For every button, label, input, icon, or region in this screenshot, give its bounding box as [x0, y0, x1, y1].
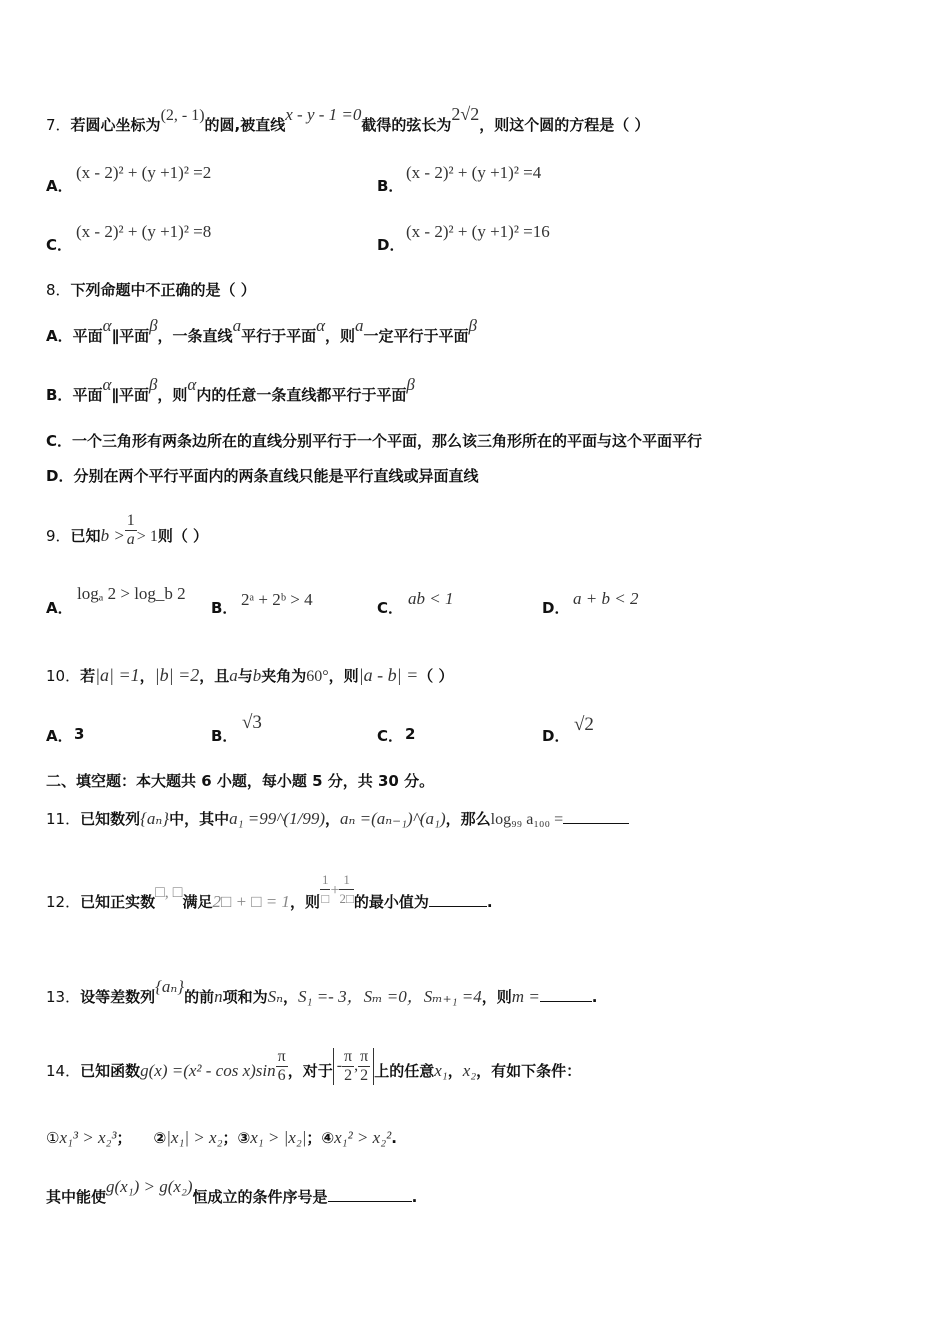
q12-fraction-2 [339, 871, 353, 908]
q7-text-4: ，则这个圆的方程是（ ） [479, 116, 650, 134]
q14-interval-left: $\frac{\pi}{2}$ [344, 1048, 353, 1084]
q14-text-1: 已知函数 [80, 1062, 141, 1080]
q13-text-5: ，则 [481, 988, 512, 1006]
q8-stem: 下列命题中不正确的是（ ） [70, 281, 256, 299]
q12-f1-den: □ [321, 891, 330, 906]
q11-text-2: 中，其中 [169, 810, 230, 828]
q7-option-d-label: D． [377, 236, 405, 254]
q7-text-3: 截得的弦长为 [361, 116, 452, 134]
q9-text-1: 已知 [70, 527, 101, 545]
question-10 [46, 665, 453, 687]
q13-text-1: 设等差数列 [80, 988, 156, 1006]
q14-function: g(x) =(x² - cos x)sin [140, 1061, 276, 1080]
q14-pi-den: 6 [277, 1067, 286, 1084]
q8-a-p4: 平行于平面 [241, 327, 317, 345]
q13-number: 13． [46, 988, 81, 1006]
question-12 [46, 872, 493, 913]
q14-cond-4: x₁² > x₂² [334, 1128, 392, 1147]
q14-x1: x₁ [434, 1061, 448, 1080]
q10-option-a-label: A． [46, 727, 73, 745]
q12-text-2: 满足 [182, 893, 213, 911]
q10-option-a: 3 [74, 725, 85, 743]
q8-a-a: a [232, 316, 242, 335]
q7-option-d: (x - 2)² + (y +1)² =16 [406, 222, 550, 241]
q11-text-3: ，那么 [445, 810, 491, 828]
q10-text-2: ，且 [199, 667, 230, 685]
q7-option-b-label: B． [377, 177, 404, 195]
q14-comma: ， [447, 1062, 463, 1080]
q14-cond-2-marker: ② [153, 1129, 167, 1147]
q7-line-eq: x - y - 1 =0 [285, 105, 362, 124]
q10-b: b [252, 666, 262, 685]
q14-answer-blank[interactable] [328, 1187, 412, 1202]
q10-option-c-label: C． [377, 727, 404, 745]
q9-frac-num: 1 [126, 512, 135, 529]
q10-text-3: 与 [237, 667, 253, 685]
question-13 [46, 977, 598, 1007]
q8-b-beta: β [148, 375, 158, 394]
q14-text-4: ，有如下条件： [476, 1062, 582, 1080]
question-11 [46, 809, 629, 830]
q13-text-2: 的前 [184, 988, 215, 1006]
q14-pi-over-6 [276, 1048, 288, 1085]
q8-a-beta2: β [468, 316, 478, 335]
q8-option-d: D．分别在两个平行平面内的两条直线只能是平行直线或异面直线 [46, 467, 479, 485]
q8-option-b [46, 375, 415, 405]
q9-option-b: 2ᵃ + 2ᵇ > 4 [241, 590, 313, 609]
q10-option-d-label: D． [542, 727, 570, 745]
q11-answer-blank[interactable] [563, 809, 629, 824]
q14-last-text-2: 恒成立的条件序号是 [192, 1188, 328, 1206]
q10-number: 10． [46, 667, 81, 685]
q8-b-p3: ，则 [157, 386, 188, 404]
q7-text-1: 若圆心坐标为 [70, 116, 161, 134]
q8-b-beta2: β [406, 375, 415, 394]
q14-cond-3: x₁ > |x₂| [250, 1128, 307, 1147]
q9-option-a-label: A． [46, 599, 73, 617]
q14-interval: - $\frac{\pi}{2}$ , $\frac{\pi}{2}$ [333, 1048, 374, 1085]
q11-an: aₙ =(aₙ₋₁)^(a₁) [340, 809, 446, 828]
q13-n: n [214, 987, 223, 1006]
q14-cond-1-marker: ① [46, 1129, 60, 1147]
q9-option-d: a + b < 2 [573, 589, 639, 608]
q7-number: 7． [46, 116, 71, 134]
q8-b-p2: ∥平面 [111, 386, 149, 404]
q8-b-p4: 内的任意一条直线都平行于平面 [196, 386, 407, 404]
q7-chord: 2√2 [451, 104, 480, 124]
q13-sm: Sₘ =0， [363, 987, 424, 1006]
q14-conditions [46, 1128, 397, 1148]
q7-option-a-label: A． [46, 177, 73, 195]
q14-sep-1: ； [116, 1129, 132, 1147]
q12-f1-num: 1 [320, 871, 331, 890]
q9-option-c-label: C． [377, 599, 404, 617]
q9-number: 9． [46, 527, 71, 545]
q14-x2: x₂ [462, 1061, 477, 1080]
q9-option-d-label: D． [542, 599, 570, 617]
q12-period: . [486, 893, 493, 911]
q14-last-expr: g(x₁) > g(x₂) [106, 1177, 193, 1196]
q10-text-5: ，则 [328, 667, 359, 685]
q8-a-p6: 一定平行于平面 [363, 327, 469, 345]
q7-text-2: 的圆,被直线 [204, 116, 286, 134]
q13-text-3: 项和为 [222, 988, 268, 1006]
q8-a-label: A． [46, 327, 73, 345]
q14-sep-4: . [391, 1129, 397, 1147]
q14-cond-1: x₁³ > x₂³ [59, 1128, 117, 1147]
q13-text-4: ， [283, 988, 299, 1006]
q9-lhs: b > [100, 526, 125, 545]
q10-option-c: 2 [405, 725, 416, 743]
q8-b-label: B． [46, 386, 73, 404]
q10-option-b: √3 [242, 712, 262, 733]
q12-vars: □, □ [155, 884, 183, 901]
q10-text-6: （ ） [418, 667, 454, 685]
q13-m: m = [511, 987, 540, 1006]
q8-b-alpha2: α [187, 375, 197, 394]
q14-interval-minus: - [336, 1057, 343, 1075]
q10-a: a [229, 666, 238, 685]
q14-last-text-1: 其中能使 [46, 1188, 107, 1206]
q14-sep-3: ；④ [306, 1129, 335, 1147]
q11-number: 11． [46, 810, 81, 828]
q12-f2-den: 2□ [339, 891, 354, 906]
q10-text-4: 夹角为 [261, 667, 307, 685]
q8-option-c: C．一个三角形有两条边所在的直线分别平行于一个平面，那么该三角形所在的平面与这个平面平行 [46, 432, 703, 450]
q13-period: . [591, 988, 598, 1006]
q8-b-p1: 平面 [72, 386, 103, 404]
q9-frac-den: a [126, 531, 135, 548]
q9-option-a: logₐ 2 > log_b 2 [77, 584, 186, 603]
q9-rhs: > 1 [136, 528, 158, 545]
q10-comma: ， [139, 667, 155, 685]
q8-b-alpha: α [102, 375, 112, 394]
q8-a-alpha: α [102, 316, 112, 335]
question-8 [46, 280, 256, 300]
q14-period: . [411, 1188, 418, 1206]
q14-text-2: ，对于 [287, 1062, 333, 1080]
q10-text-1: 若 [80, 667, 96, 685]
q14-sep-2: ；③ [222, 1129, 251, 1147]
q8-a-beta: β [149, 316, 158, 335]
q8-option-a [46, 316, 478, 346]
q8-a-p1: 平面 [72, 327, 103, 345]
q8-a-p3: ，一条直线 [157, 327, 233, 345]
q12-plus: + [330, 882, 340, 899]
q12-answer-blank[interactable] [429, 892, 487, 907]
q10-angle: 60° [306, 668, 329, 685]
q11-a1: a₁ =99^(1/99) [229, 809, 325, 828]
q13-sequence: {aₙ} [155, 977, 185, 996]
q7-option-b: (x - 2)² + (y +1)² =4 [406, 163, 542, 182]
q14-text-3: 上的任意 [374, 1062, 435, 1080]
q14-cond-2: |x₁| > x₂ [166, 1128, 223, 1147]
q9-text-2: 则（ ） [157, 527, 209, 545]
q12-text-4: 的最小值为 [353, 893, 429, 911]
q14-pi-num: π [277, 1048, 286, 1065]
question-14 [46, 1048, 582, 1085]
q11-comma: ， [324, 810, 340, 828]
q11-text-1: 已知数列 [80, 810, 141, 828]
q8-a-p5: ，则 [325, 327, 356, 345]
q10-option-d: √2 [574, 714, 594, 735]
q12-text-1: 已知正实数 [80, 893, 156, 911]
question-9 [46, 512, 209, 549]
q7-center: (2, - 1) [160, 107, 205, 124]
q7-option-c: (x - 2)² + (y +1)² =8 [76, 222, 212, 241]
q11-sequence: {aₙ} [140, 809, 170, 828]
q9-option-c: ab < 1 [408, 589, 454, 608]
q13-s1: S₁ =- 3， [298, 987, 364, 1006]
q8-a-a2: a [355, 316, 364, 335]
q10-expr-3: |a - b| = [358, 665, 419, 685]
q9-fraction [125, 512, 137, 549]
q14-final-line [46, 1177, 418, 1207]
q7-option-c-label: C． [46, 236, 73, 254]
q8-a-alpha2: α [316, 316, 326, 335]
q7-option-a: (x - 2)² + (y +1)² =2 [76, 163, 212, 182]
q10-expr-2: |b| =2 [154, 665, 200, 685]
q12-text-3: ，则 [289, 893, 320, 911]
q13-answer-blank[interactable] [540, 987, 592, 1002]
q14-interval-right: $\frac{\pi}{2}$ [360, 1048, 369, 1084]
q10-expr-1: |a| =1 [95, 665, 140, 685]
q12-condition: 2□ + □ = 1 [212, 892, 290, 911]
q13-sn: Sₙ [267, 987, 284, 1006]
section-2-heading: 二、填空题：本大题共 6 小题，每小题 5 分，共 30 分。 [46, 772, 435, 790]
q14-number: 14． [46, 1062, 81, 1080]
question-7 [46, 104, 650, 136]
q12-f2-num: 1 [339, 871, 353, 890]
q8-number: 8． [46, 281, 71, 299]
q8-a-p2: ∥平面 [111, 327, 150, 345]
q12-fraction-1 [320, 871, 331, 908]
q11-log: log₉₉ a₁₀₀ = [490, 811, 564, 828]
q10-option-b-label: B． [211, 727, 238, 745]
q13-sm1: Sₘ₊₁ =4 [423, 987, 482, 1006]
q12-number: 12． [46, 893, 81, 911]
q9-option-b-label: B． [211, 599, 238, 617]
